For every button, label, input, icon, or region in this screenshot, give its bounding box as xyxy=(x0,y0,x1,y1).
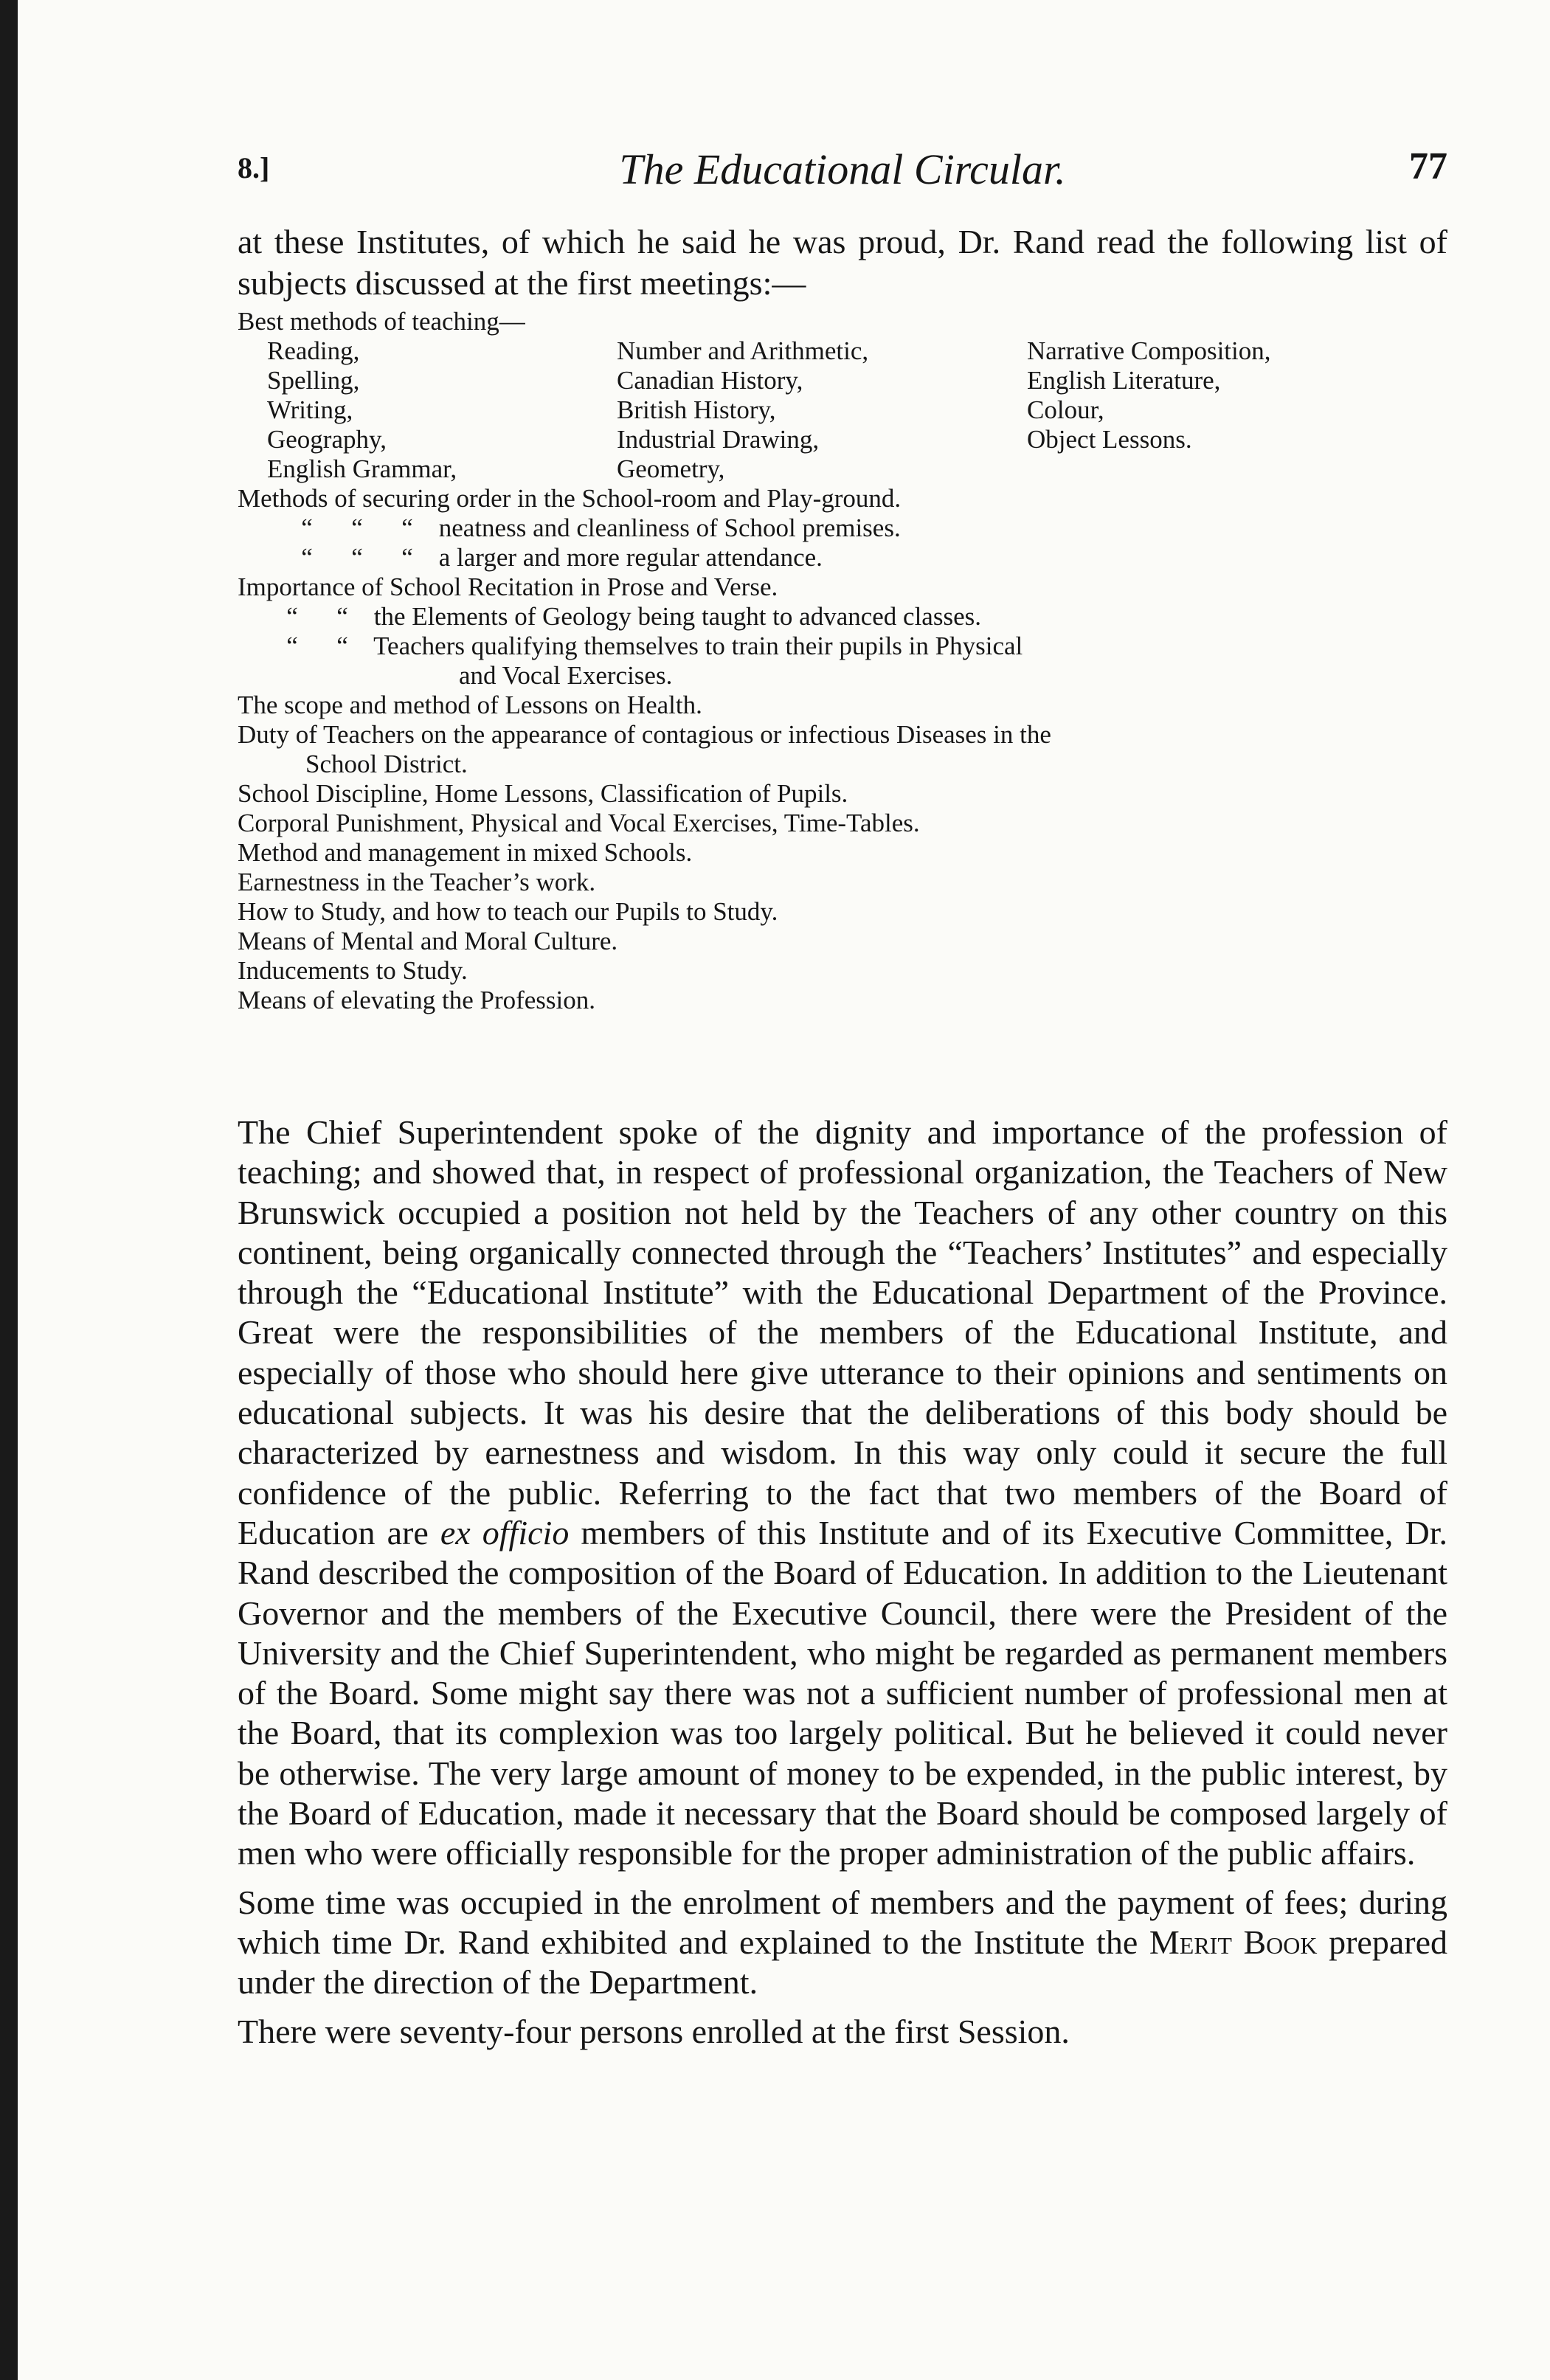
list-item: Inducements to Study. xyxy=(238,956,468,985)
importance-item: Teachers qualifying themselves to train their pupils in Physical xyxy=(373,632,1023,660)
text-run: prepared under the direction of the Department. xyxy=(238,1923,1448,2002)
section-number: 8.] xyxy=(238,151,270,184)
methods-line-2 xyxy=(238,513,1447,543)
methods-item: securing order in the School-room and Play-ground. xyxy=(362,484,902,513)
ditto-mark: “ xyxy=(336,632,348,660)
list-item: Number and Arithmetic, xyxy=(617,336,869,365)
list-item: Method and management in mixed Schools. xyxy=(238,838,693,867)
small-caps-run: Merit Book xyxy=(1149,1923,1318,1961)
list-item: Industrial Drawing, xyxy=(617,425,820,454)
methods-item: neatness and cleanliness of School premises. xyxy=(438,513,901,542)
list-item: The scope and method of Lessons on Health. xyxy=(238,691,702,719)
journal-title: The Educational Circular. xyxy=(619,145,1066,193)
list-item: British History, xyxy=(617,395,776,424)
methods-line-3 xyxy=(238,543,1447,572)
list-item: How to Study, and how to teach our Pupils to Study. xyxy=(238,897,778,926)
ditto-mark: “ xyxy=(336,602,348,631)
body-text xyxy=(238,1113,1447,2052)
text-run: members of this Institute and of its Executive Committee, Dr. Rand described the composition of the Board of Education. In addition to the Lieutenant Governor and the members of the Executive Council, there were the President of the University and the Chief Superintendent, who might be regarded as permanent members of the Board. Some might say there was not a sufficient number of professional men at the Board, that its complexion was too largely political. But he believed it could never be otherwise. The very large amount of money to be expended, in the public interest, by the Board of Education, made it necessary that the Board should be composed largely of men who were officially responsible for the proper administration of the public affairs. xyxy=(238,1513,1447,1872)
list-item: Object Lessons. xyxy=(1027,425,1192,454)
list-item: Canadian History, xyxy=(617,366,803,395)
list-item: Geometry, xyxy=(617,454,725,483)
subjects-column-2 xyxy=(617,336,868,484)
paragraph-chief-superintendent xyxy=(238,1113,1447,1874)
subjects-column-3 xyxy=(1027,336,1271,454)
list-item: Earnestness in the Teacher’s work. xyxy=(238,868,596,896)
ditto-mark: “ xyxy=(286,632,298,660)
importance-prefix: Importance of xyxy=(238,572,384,601)
importance-item: the Elements of Geology being taught to advanced classes. xyxy=(373,602,981,631)
subjects-column-1 xyxy=(267,336,457,484)
paragraph-enrolled-count: There were seventy-four persons enrolled at the first Session. xyxy=(238,2012,1070,2050)
text-run: The Chief Superintendent spoke of the dignity and importance of the profession of teaching; and showed that, in respect of professional organization, the Teachers of New Brunswick occupied a position not held by the Teachers of any other country on this continent, being organically connected through the “Teachers’ Institutes” and especially through the “Educational Institute” with the Educational Department of the Province. Great were the responsibilities of the members of the Educational Institute, and especially of those who should here give utterance to their opinions and sentiments on educational subjects. It was his desire that the deliberations of this body should be characterized by earnestness and wisdom. In this way only could it secure the full confidence of the public. Referring to the fact that two members of the Board of Education are xyxy=(238,1113,1447,1552)
subject-list xyxy=(238,307,1447,1015)
list-item: Geography, xyxy=(267,425,387,454)
list-item: Colour, xyxy=(1027,395,1104,424)
list-item: Narrative Composition, xyxy=(1027,336,1271,365)
ditto-mark: “ xyxy=(301,513,313,542)
paragraph-enrolment xyxy=(238,1883,1447,2003)
ditto-mark: “ xyxy=(401,543,413,572)
list-item-continued: School District. xyxy=(305,750,468,778)
list-item: Means of Mental and Moral Culture. xyxy=(238,927,618,955)
list-item: Duty of Teachers on the appearance of contagious or infectious Diseases in the xyxy=(238,720,1051,749)
ditto-mark: “ xyxy=(301,543,313,572)
running-header xyxy=(238,145,1447,196)
methods-item: a larger and more regular attendance. xyxy=(438,543,823,572)
ditto-mark: “ xyxy=(351,513,363,542)
list-heading: Best methods of teaching— xyxy=(238,307,525,336)
list-item: Spelling, xyxy=(267,366,360,395)
methods-prefix: Methods of xyxy=(238,484,356,513)
list-item: Reading, xyxy=(267,336,360,365)
list-item: Means of elevating the Profession. xyxy=(238,986,596,1014)
importance-item: School Recitation in Prose and Verse. xyxy=(390,572,778,601)
list-item: School Discipline, Home Lessons, Classification of Pupils. xyxy=(238,779,848,808)
intro-paragraph: at these Institutes, of which he said he was proud, Dr. Rand read the following list of subjects discussed at the first meetings:— xyxy=(238,223,1447,302)
list-item: Corporal Punishment, Physical and Vocal Exercises, Time-Tables. xyxy=(238,809,920,837)
list-item: English Literature, xyxy=(1027,366,1221,395)
list-item: Writing, xyxy=(267,395,353,424)
list-item: English Grammar, xyxy=(267,454,457,483)
importance-line-1 xyxy=(238,572,1447,602)
ditto-mark: “ xyxy=(401,513,413,542)
importance-line-3-continued: and Vocal Exercises. xyxy=(459,661,673,690)
italic-run: ex officio xyxy=(440,1513,570,1552)
book-binding-edge xyxy=(0,0,18,2380)
text-run: Some time was occupied in the enrolment of members and the payment of fees; during which time Dr. Rand exhibited and explained to the Institute the xyxy=(238,1883,1447,1961)
methods-line-1 xyxy=(238,484,1447,513)
ditto-mark: “ xyxy=(351,543,363,572)
importance-line-3 xyxy=(238,632,1447,661)
subjects-table xyxy=(267,336,1447,484)
importance-line-2 xyxy=(238,602,1447,632)
ditto-mark: “ xyxy=(286,602,298,631)
page-number: 77 xyxy=(1409,145,1447,187)
